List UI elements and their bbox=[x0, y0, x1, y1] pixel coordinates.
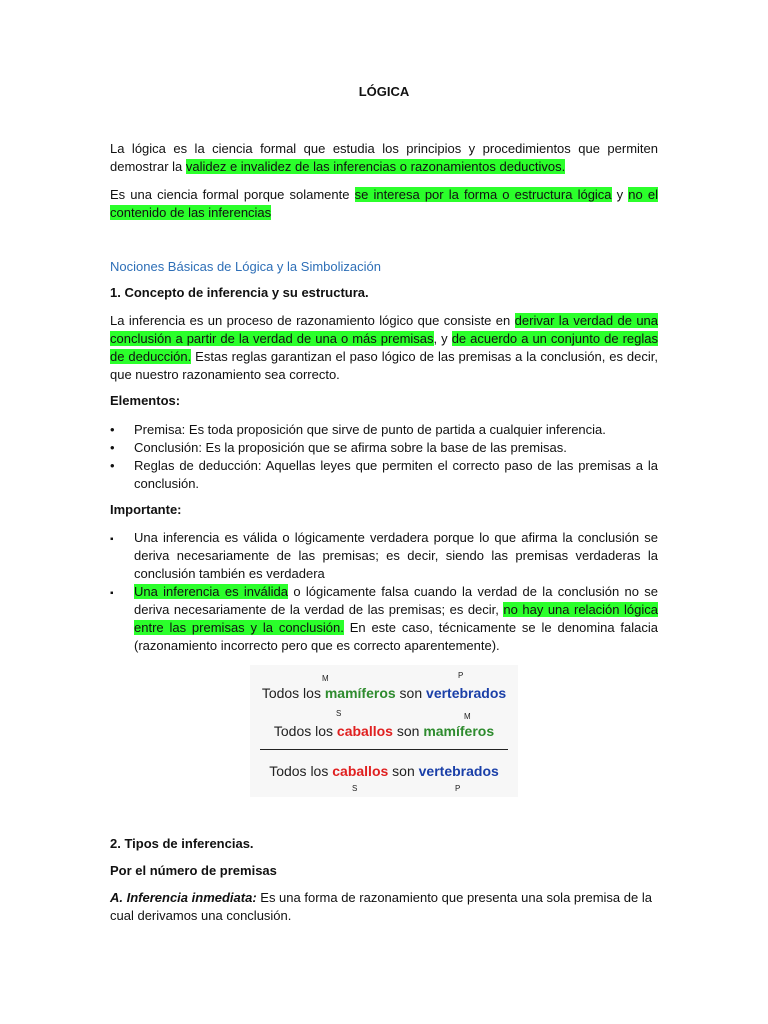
paragraph-text: Estas reglas garantizan el paso lógico de las premisas a la conclusión, es decir, que nuestro razonamiento sea correcto. bbox=[110, 349, 658, 382]
term-label-p: P bbox=[455, 784, 461, 793]
list-item bbox=[110, 457, 658, 493]
highlight: Una inferencia es inválida bbox=[134, 584, 288, 599]
subsection-heading-2: 2. Tipos de inferencias. bbox=[110, 836, 254, 851]
square-bullet-icon bbox=[110, 583, 126, 603]
section-heading: Nociones Básicas de Lógica y la Simbolización bbox=[110, 259, 381, 274]
highlight: de acuerdo a un conjunto de reglas de deducción. bbox=[110, 331, 658, 364]
major-term: vertebrados bbox=[418, 763, 499, 779]
list-item-text: Una inferencia es válida o lógicamente verdadera porque lo que afirma la conclusión se deriva necesariamente de las premisas; es decir, siendo las premisas verdaderas la conclusión también es verdadera bbox=[134, 530, 658, 581]
minor-term: caballos bbox=[336, 723, 393, 739]
inferencia-paragraph bbox=[110, 312, 658, 384]
list-item-text: En este caso, técnicamente se le denomina falacia (razonamiento incorrecto pero que es correcto aparentemente). bbox=[134, 620, 658, 653]
highlight: no hay una relación lógica entre las premisas y la conclusión. bbox=[134, 602, 658, 635]
list-item-text: Premisa: Es toda proposición que sirve de punto de partida a cualquier inferencia. bbox=[134, 422, 606, 437]
highlight: validez e invalidez de las inferencias o razonamientos deductivos. bbox=[185, 159, 566, 174]
term-label-m: M bbox=[464, 712, 471, 721]
bullet-icon bbox=[110, 439, 126, 457]
por-numero-heading: Por el número de premisas bbox=[110, 863, 277, 878]
list-item-text: Reglas de deducción: Aquellas leyes que permiten el correcto paso de las premisas a la conclusión. bbox=[134, 458, 658, 491]
syllogism-conclusion bbox=[250, 763, 518, 779]
middle-term: mamíferos bbox=[423, 723, 495, 739]
conclusion-rule bbox=[260, 749, 508, 750]
intro-text: La lógica es la ciencia formal que estudia los principios y procedimientos que permiten demostrar la bbox=[110, 141, 658, 174]
syllogism-premise-minor bbox=[250, 723, 518, 739]
paragraph-text: , y bbox=[433, 331, 452, 346]
page-title: LÓGICA bbox=[358, 84, 410, 99]
importante-label: Importante: bbox=[110, 502, 182, 517]
syllogism-premise-major bbox=[250, 685, 518, 701]
syllogism-text: Todos los bbox=[261, 685, 325, 701]
square-bullet-icon bbox=[110, 529, 126, 549]
list-item bbox=[110, 529, 658, 583]
term-label-s: S bbox=[336, 709, 342, 718]
syllogism-text: Todos los bbox=[269, 763, 333, 779]
list-item-text: o lógicamente falsa cuando la verdad de la conclusión no se deriva necesariamente de la verdad de las premisas; es decir, bbox=[134, 584, 658, 617]
middle-term: mamíferos bbox=[324, 685, 396, 701]
term-label-m: M bbox=[322, 674, 329, 683]
major-term: vertebrados bbox=[426, 685, 507, 701]
intro-paragraph-1 bbox=[110, 140, 658, 176]
highlight: se interesa por la forma o estructura lógica bbox=[354, 187, 612, 202]
subsection-heading-1: 1. Concepto de inferencia y su estructura. bbox=[110, 285, 369, 300]
syllogism-figure bbox=[250, 665, 518, 797]
syllogism-text: son bbox=[395, 685, 427, 701]
list-item-text: Conclusión: Es la proposición que se afirma sobre la base de las premisas. bbox=[134, 440, 567, 455]
syllogism-text: son bbox=[392, 723, 424, 739]
importante-list bbox=[110, 529, 658, 655]
bullet-icon bbox=[110, 421, 126, 439]
minor-term: caballos bbox=[332, 763, 389, 779]
syllogism-text: Todos los bbox=[273, 723, 337, 739]
intro-text: y bbox=[611, 187, 629, 202]
highlight: no el contenido de las inferencias bbox=[110, 187, 658, 220]
list-item bbox=[110, 421, 658, 439]
inferencia-inmediata-paragraph bbox=[110, 889, 658, 925]
paragraph-text: La inferencia es un proceso de razonamiento lógico que consiste en bbox=[110, 313, 515, 328]
term-label: A. Inferencia inmediata: bbox=[110, 890, 257, 905]
term-label-p: P bbox=[458, 671, 464, 680]
highlight: derivar la verdad de una conclusión a partir de la verdad de una o más premisas bbox=[110, 313, 659, 346]
list-item bbox=[110, 583, 658, 655]
bullet-icon bbox=[110, 457, 126, 475]
elementos-list bbox=[110, 421, 658, 493]
intro-text: Es una ciencia formal porque solamente bbox=[110, 187, 355, 202]
paragraph-text: Es una forma de razonamiento que presenta una sola premisa de la cual derivamos una conclusión. bbox=[110, 890, 652, 923]
syllogism-text: son bbox=[388, 763, 419, 779]
term-label-s: S bbox=[352, 784, 358, 793]
list-item bbox=[110, 439, 658, 457]
elementos-label: Elementos: bbox=[110, 393, 181, 408]
intro-paragraph-2 bbox=[110, 186, 658, 222]
